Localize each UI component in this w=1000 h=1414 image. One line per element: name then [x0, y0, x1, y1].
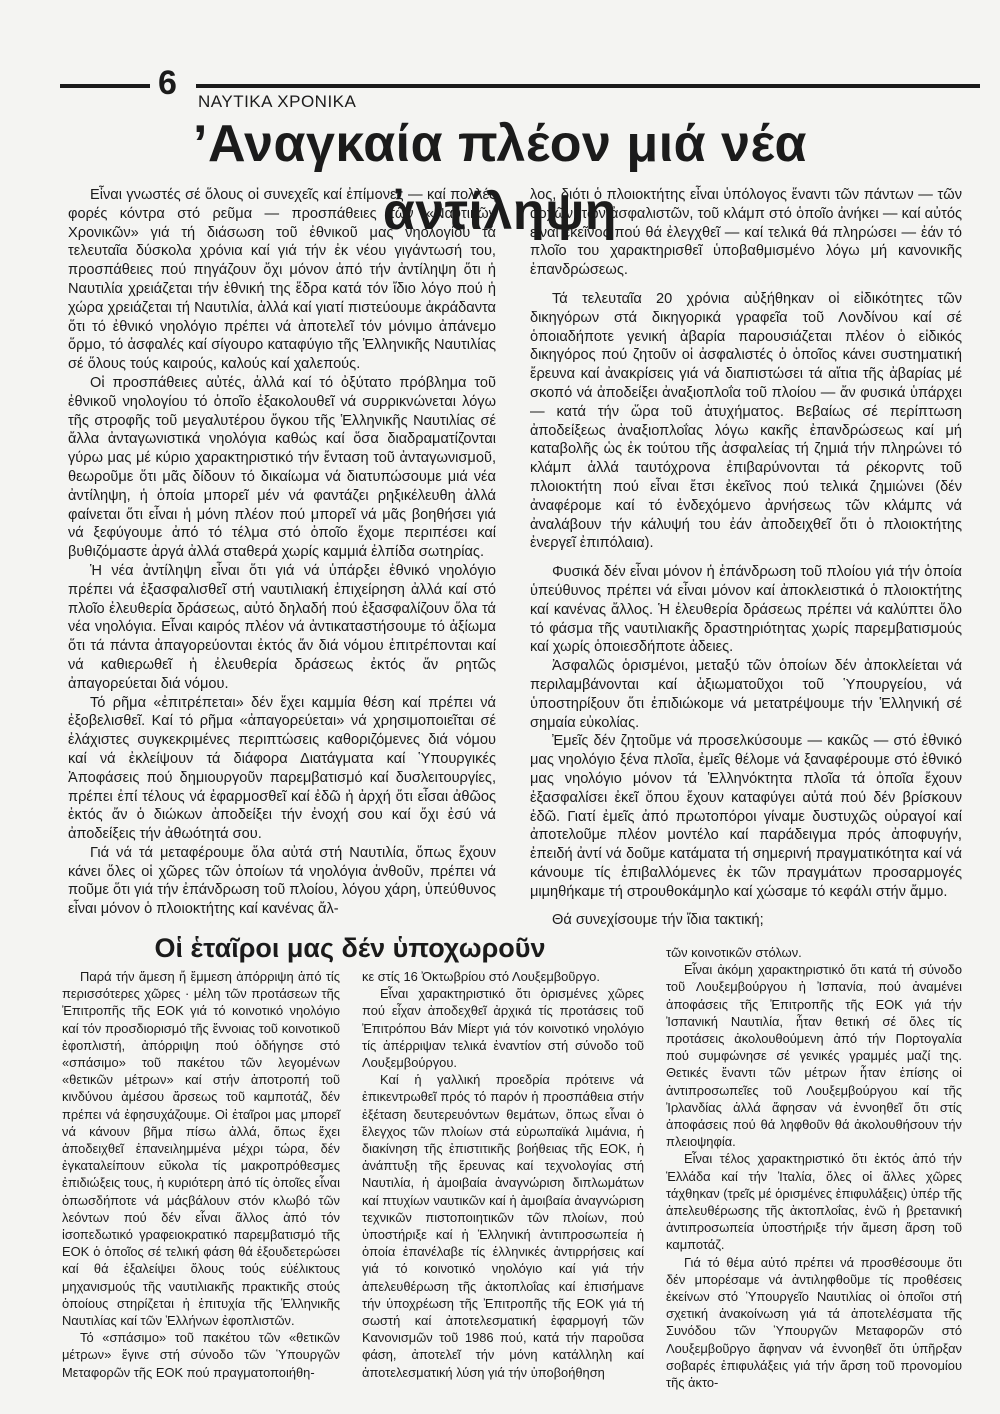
paragraph: Οἱ προσπάθειες αὐτές, ἀλλά καί τό ὀξύτατο πρόβλημα τοῦ ἐθνικοῦ νηολογίου τό ὁποῖο ἐξακολουθεῖ νά συρρικνώνεται λόγω τῆς στροφῆς τοῦ μεγαλυτέρου ὄγκου τῆς Ἑλληνικῆς Ναυτιλίας σέ ἄλλα ἀνταγωνιστικά νηολόγια καθώς καί ὅσα διαδραματίζονται γύρω μας μέ κύριο χαρακτηριστικό τήν ἔνταση τοῦ ἀνταγωνισμοῦ, θεωροῦμε ὅτι μᾶς δίδουν τό δικαίωμα νά διατυπώσουμε μιά νέα ἀντίληψη, ἡ ὁποία μπορεῖ μέν νά φαντάζει ρηξικέλευθη ἀλλά φαίνεται ὅτι εἶναι ἡ μόνη πλέον πού μπορεῖ νά μᾶς βοηθήσει γιά νά ξεφύγουμε ἀπό τό τέλμα στό ὁποῖο ἔχομε περιπέσει καί βυθιζόμαστε ἀργά ἀλλά σταθερά χωρίς καμμιά ἐλπίδα σωτηρίας.: [68, 374, 496, 561]
paragraph: Παρά τήν ἄμεση ἤ ἔμμεση ἀπόρριψη ἀπό τίς περισσότερες χῶρες · μέλη τῶν προτάσεων τῆς Ἐπιτροπῆς τῆς ΕΟΚ γιά τό κοινοτικό νηολόγιο καί τόν προσδιορισμό τῆς ἔννοιας τοῦ κοινοτικοῦ ἐφοπλιστή, ἀπόρριψη πού ὁδήγησε στό «σπάσιμο» τοῦ πακέτου τῶν λεγομένων «θετικῶν μέτρων» καί στήν ἀποτροπή τοῦ κινδύνου ἀμέσου ἄρσεως τοῦ καμποτάζ, δέν πρέπει νά ἐφησυχάζουμε. Οἱ ἑταῖροι μας μπορεῖ νά κάνουν βῆμα πίσω ἀλλά, ὅπως ἔχει ἀποδειχθεῖ ἐπανειλημμένα μέχρι τώρα, δέν ἐγκαταλείπουν εὔκολα τίς μακροπρόθεσμες ἐπιδιώξεις τους, ἡ κυριότερη ἀπό τίς ὁποῖες εἶναι ὁπωσδήποτε νά μάςβάλουν στόν κλωβό τῶν λεόντων πού δέν εἶναι ἄλλος ἀπό τόν ἰσοπεδωτικό γραφειοκρατικό παρεμβατισμό τῆς ΕΟΚ ὁ ὁποῖος σέ τελική φάση θά ἐξουδετερώσει καί θά ἐξαλείψει ὅλους τούς εὐέλικτους μηχανισμούς τῆς ναυτιλιακῆς πρακτικῆς στούς ὁποίους στηρίζεται ἡ ἐπιτυχία τῆς Ἑλληνικῆς Ναυτιλίας καί τῶν Ἑλλήνων ἐφοπλιστῶν.: [62, 969, 340, 1329]
paragraph: λος, διότι ὁ πλοιοκτήτης εἶναι ὑπόλογος ἔναντι τῶν πάντων — τῶν ἀρχῶν, τῶν ἀσφαλιστῶν, τοῦ κλάμπ στό ὁποῖο ἀνήκει — καί αὐτός εἶναι ἐκεῖνος πού θά ἐλεγχθεῖ — καί τελικά θά πληρώσει — ἐάν τό πλοῖο του χαρακτηρισθεῖ ὑποβαθμισμένο λόγω μή κανονικῆς ἐπανδρώσεως.: [530, 187, 962, 279]
paragraph: Εἶναι γνωστές σέ ὅλους οἱ συνεχεῖς καί ἐπίμονες — καί πολλές φορές κόντρα στό ρεῦμα — προσπάθειες τῶν «Ναυτικῶν Χρονικῶν» γιά τή διάσωση τοῦ ἐθνικοῦ μας νηολογίου τά τελευταῖα δύσκολα χρόνια καί γιά τήν ἐκ νέου γιγάντωσή του, προσπάθειες πού πηγάζουν ὄχι μόνον ἀπό τήν ἀντίληψη ὅτι ἡ Ναυτιλία χρειάζεται τήν ἐθνική της ἕδρα κατά τόν ἴδιο λόγο πού ἡ χώρα χρειάζεται τή Ναυτιλία, ἀλλά καί γιατί πιστεύουμε ἀκράδαντα ὅτι τό ἐθνικό νηολόγιο πρέπει νά ἀποτελεῖ τόν μόνιμο ἀπάνεμο ὅρμο, τό ἀσφαλές καί σίγουρο καταφύγιο τῆς Ἑλληνικῆς Ναυτιλίας σέ ὅλους τούς καιρούς, καλούς καί χαλεπούς.: [68, 187, 496, 373]
second-article-column-2: [362, 968, 644, 1381]
paragraph: Φυσικά δέν εἶναι μόνον ἡ ἐπάνδρωση τοῦ πλοίου γιά τήν ὁποία ὑπεύθυνος πρέπει νά εἶναι μόνον καί ἀποκλειστικά ὁ πλοιοκτήτης καί κανένας ἄλλος. Ἡ ἐλευθερία δράσεως πρέπει νά καλύπτει ὅλο τό φάσμα τῆς ναυτιλιακῆς δραστηριότητας χωρίς παρεμβατισμούς καί χωρίς ὁποιεσδήποτε ἀδειες.: [530, 564, 962, 656]
paragraph: Τά τελευταῖα 20 χρόνια αὐξήθηκαν οἱ εἰδικότητες τῶν δικηγόρων στά δικηγορικά γραφεῖα τοῦ Λονδίνου καί σέ ὁποιαδήποτε γενική ἀβαρία παρουσιάζεται πλέον ὁ εἰδικός δικηγόρος πού ζητοῦν οἱ ἀσφαλιστές ὁ ὁποῖος κάνει συστηματική ἔρευνα καί ἀνακρίσεις γιά νά διαπιστώσει τά αἴτια τῆς ἀβαρίας μέ σκοπό νά ἀποδείξει ἀναξιοπλοΐα τοῦ πλοίου — ἄν φυσικά ὑπάρχει — κατά τήν ὥρα τοῦ ἀτυχήματος. Βεβαίως σέ περίπτωση ἀποδείξεως ἀναξιοπλοΐας λόγω κακῆς ἐπανδρώσεως καί μή καταβολῆς ὡς ἐκ τούτου τῆς ἀσφαλείας τή ζημιά τήν πληρώνει τό κλάμπ ἀλλά ταυτόχρονα ἐπιβαρύνονται τά ρέκορντς τοῦ πλοιοκτήτη πού εἶναι ἔτσι ἐκεῖνος πού τελικά ζημιώνει (δέν ἀναφέρομε καί τό ἐνδεχόμενο ἀρνήσεως τῶν κλάμπς νά ἀναλάβουν τήν κάλυψή του ἐάν ἀποδειχθεῖ ὅτι ὁ πλοιοκτήτης ἐνεργεῖ ἐπιπόλαια).: [530, 290, 962, 552]
paragraph: Εἶναι ἀκόμη χαρακτηριστικό ὅτι κατά τή σύνοδο τοῦ Λουξεμβούργου ἡ Ἰσπανία, πού ἀναμένει ἀποφάσεις τῆς Ἐπιτροπῆς τῆς ΕΟΚ γιά τήν Ἰσπανική Ναυτιλία, ἦταν θετική σέ ὅλες τίς προτάσεις ἀκολουθούμενη ἀπό τήν Πορτογαλία πού συμφώνησε σέ γενικές γραμμές μαζί της. Θετικές ἔναντι τῶν μέτρων ἦταν ἐπίσης οἱ ἀντιπροσωπεῖες τοῦ Λουξεμβούργου καί τῆς Ἰρλανδίας ἀλλά ἄφησαν νά ἐννοηθεῖ ὅτι στίς ἀποφάσεις πού θά ληφθοῦν θά ἀκολουθήσουν τήν πλειοψηφία.: [666, 962, 962, 1150]
main-article-title: ’Αναγκαία πλέον μιά νέα ἀντίληψη: [193, 115, 807, 241]
paragraph: Γιά τό θέμα αὐτό πρέπει νά προσθέσουμε ὅτι δέν μπορέσαμε νά ἀντιληφθοῦμε τίς προθέσεις ἐκείνων στό Ὑπουργεῖο Ναυτιλίας οἱ ὁποῖοι στή σχετική ἀνακοίνωση γιά τά ἀποτελέσματα τῆς Συνόδου τῶν Ὑπουργῶν Μεταφορῶν στό Λουξεμβοῦργο ἄφηναν νά ἐννοηθεῖ ὅτι ὑπῆρξαν σοβαρές ἐπιφυλάξεις γιά τήν ἄρση τοῦ προνομίου τῆς ἀκτο-: [666, 1254, 962, 1391]
paragraph: Τό «σπάσιμο» τοῦ πακέτου τῶν «θετικῶν μέτρων» ἔγινε στή σύνοδο τῶν Ὑπουργῶν Μεταφορῶν τῆς ΕΟΚ πού πραγματοποιήθη-: [62, 1330, 340, 1380]
paragraph: Τό ρῆμα «ἐπιτρέπεται» δέν ἔχει καμμία θέση καί πρέπει νά ἐξοβελισθεῖ. Καί τό ρῆμα «ἀπαγορεύεται» νά χρησιμοποιεῖται σέ ἐλάχιστες συγκεκριμένες περιπτώσεις καθοριζόμενες διά νόμου καί νά ἐκλείψουν τά διάφορα Διατάγματα καί Ὑπουργικές Ἀποφάσεις πού δημιουργοῦν παρεμβατισμό καί δυσλειτουργίες, πρέπει ἐπί τέλους νά ἐφαρμοσθεῖ καί ἐδῶ ἡ ἀρχή ὅτι εἶσαι ἀθῶος ἐκτός ἄν ὁ διώκων ἀποδείξει τήν ἐνοχή σου καί ὄχι ἐσύ νά ἀποδείξεις τήν ἀθωότητά σου.: [68, 694, 496, 843]
second-article-title: Οἱ ἑταῖροι μας δέν ὑποχωροῦν: [154, 933, 546, 963]
paragraph: Εἶναι τέλος χαρακτηριστικό ὅτι ἐκτός ἀπό τήν Ἑλλάδα καί τήν Ἰταλία, ὅλες οἱ ἄλλες χῶρες τάχθηκαν (τρεῖς μέ ὁρισμένες ἐπιφυλάξεις) ὑπέρ τῆς ἀπελευθέρωσης τῆς ἀκτοπλοΐας, ἐνῶ ἡ βρετανική ἀντιπροσωπεία ὑποστήριξε τήν ἄμεση ἄρση τοῦ καμποτάζ.: [666, 1151, 962, 1253]
paragraph: Ἐμεῖς δέν ζητοῦμε νά προσελκύσουμε — κακῶς — στό ἐθνικό μας νηολόγιο ξένα πλοῖα, ἐμεῖς θέλομε νά ξαναφέρουμε στό ἐθνικό μας νηολόγιο μόνον τά Ἑλληνόκτητα πλοῖα τά ὁποῖα ἔχουν ἐξασφαλίσει ἐκεῖ ὅπου ἔχουν καταφύγει αὐτά πού δέν βρίσκουν ἐδῶ. Γιατί ἐμεῖς ἀπό πρωτοπόροι γίναμε δυστυχῶς οὐραγοί καί ἀποτελοῦμε πλέον μοντέλο καί παράδειγμα πρός ἀποφυγήν, ἐπειδή ἀντί νά δοῦμε κατάματα τή σημερινή πραγματικότητα καί νά κάνουμε τίς ἐπιβαλλόμενες ἐκ τῶν πραγμάτων προσαρμογές μιμηθήκαμε τή στρουθοκάμηλο καί χώσαμε τό κεφάλι στήν ἄμμο.: [530, 733, 962, 900]
paragraph: κε στίς 16 Ὀκτωβρίου στό Λουξεμβοῦργο.: [362, 969, 600, 984]
paragraph: Γιά νά τά μεταφέρουμε ὅλα αὐτά στή Ναυτιλία, ὅπως ἔχουν κάνει ὅλες οἱ χῶρες τῶν ὁποίων τά νηολόγια ἀνθοῦν, πρέπει νά ποῦμε ὅτι γιά τήν ἐπάνδρωση τοῦ πλοίου, λόγου χάρη, ὑπεύθυνος εἶναι μόνον ὁ πλοιοκτήτης καί κανένας ἄλ-: [68, 844, 496, 918]
paragraph: Ἡ νέα ἀντίληψη εἶναι ὅτι γιά νά ὑπάρξει ἐθνικό νηολόγιο πρέπει νά ἐξασφαλισθεῖ στή ναυτιλιακή ἐπιχείρηση ἀλλά καί στό πλοῖο ἐλευθερία δράσεως, αὐτό δηλαδή πού ἐξασφαλίζουν ὅλα τά νέα νηολόγια. Εἶναι καιρός πλέον νά ἀντικαταστήσουμε τό ἀξίωμα ὅτι τά πάντα ἀπαγορεύονται ἐκτός ἄν διά νόμου ἐπιτρέπονται καί νά καθιερωθεῖ ἡ ἐλευθερία δράσεως ἐκτός ἄν ρητῶς ἀπαγορεύεται διά νόμου.: [68, 562, 496, 692]
page-number: 6: [158, 64, 177, 102]
paragraph: Θά συνεχίσουμε τήν ἴδια τακτική;: [552, 912, 764, 929]
main-article-left-column: [68, 186, 496, 919]
header-rule-left: [60, 84, 150, 88]
paragraph: Καί ἡ γαλλική προεδρία πρότεινε νά ἐπικεντρωθεῖ πρός τό παρόν ἡ προσπάθεια στήν ἐξέταση δευτερευόντων θεμάτων, ὅπως εἶναι ὁ ἔλεγχος τῶν πλοίων στά εὐρωπαϊκά λιμάνια, ἡ διακίνηση τῆς ἐπιστιτικῆς βοήθειας τῆς ΕΟΚ, ἡ ἀνάπτυξη τῆς ἔρευνας καί τεχνολογίας στή Ναυτιλία, ἡ ἀμοιβαία ἀναγνώριση διπλωμάτων καί πτυχίων ναυτικῶν καί ἡ ἀμοιβαία ἀναγνώριση τεχνικῶν πιστοποιητικῶν τῶν πλοίων, πού ὑποστήριξε καί ἡ Ἑλληνική ἀντιπροσωπεία ἡ ὁποία ἐπανέλαβε τίς ἑλληνικές ἀντιρρήσεις καί γιά τό κοινοτικό νηολόγιο καί γιά τήν ἀπελευθέρωση τῆς ἀκτοπλοΐας καί ἐπισήμανε τήν ὑποχρέωση τῆς Ἐπιτροπῆς τῆς ΕΟΚ γιά τή σωστή καί ἀποτελεσματική ἐφαρμογή τῶν Κανονισμῶν τοῦ 1986 πού, κατά τήν παροῦσα φάση, ἀποτελεῖ τήν μόνη κατάλληλη καί ἀποτελεσματική λύση γιά τήν ὑποβοήθηση: [362, 1072, 644, 1380]
paragraph: Ἀσφαλῶς ὁρισμένοι, μεταξύ τῶν ὁποίων δέν ἀποκλείεται νά περιλαμβάνονται καί ἀξιωματοῦχοι τοῦ Ὑπουργείου, νά ὑποστηρίξουν ὅτι ἐπιδιώκομε νά μετατρέψουμε τήν Ἑλληνική σέ σημαία εὐκολίας.: [530, 658, 962, 731]
paragraph: τῶν κοινοτικῶν στόλων.: [666, 945, 802, 960]
header-rule-right: [196, 84, 980, 88]
main-article-right-column: [530, 186, 962, 930]
publication-name: ΝΑΥΤΙΚΑ ΧΡΟΝΙΚΑ: [198, 92, 357, 111]
paragraph: Εἶναι χαρακτηριστικό ὅτι ὁρισμένες χῶρες πού εἶχαν ἀποδεχθεῖ ἀρχικά τίς προτάσεις τοῦ Ἐπιτρόπου Βάν Μίερτ γιά τόν κοινοτικό νηολόγιο τίς ἀπέρριψαν τελικά ἐναντίον στή σύνοδο τοῦ Λουξεμβούργου.: [362, 986, 644, 1071]
second-article-column-3: [666, 944, 962, 1391]
second-article-column-1: [62, 968, 340, 1381]
